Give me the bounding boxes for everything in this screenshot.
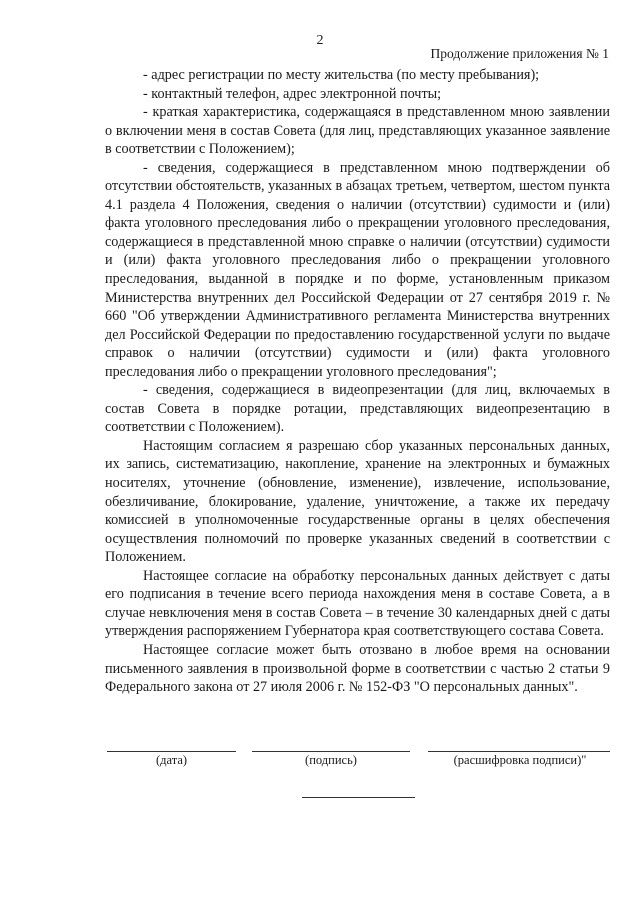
bottom-line (302, 797, 415, 798)
paragraph-criminal-record-info: - сведения, содержащиеся в представленном мною подтверждении об отсутствии обстоятельств, указанных в абзацах третьем, четвертом, шестом пункта 4.1 раздела 4 Положения, сведения о наличии (отсутствии) судимости и (или) факта уголовного преследования либо о прекращении уголовного преследования, содержащиеся в представленной мною справке о наличии (отсутствии) судимости и (или) факта уголовного преследования либо о прекращении уголовного преследования, выданной в порядке и по форме, установленным приказом Министерства внутренних дел Российской Федерации от 27 сентября 2019 г. № 660 "Об утверждении Административного регламента Министерства внутренних дел Российской Федерации по предоставлению государственной услуги по выдаче справок о наличии (отсутствии) судимости и (или) факта уголовного преследования либо о прекращении уголовного преследования"; (105, 159, 610, 380)
paragraph-registration-address: - адрес регистрации по месту жительства (по месту пребывания); (143, 67, 540, 83)
paragraph-consent-revocation: Настоящее согласие может быть отозвано в любое время на основании письменного заявления в произвольной форме в соответствии с частью 2 статьи 9 Федерального закона от 27 июля 2006 г. № 152-ФЗ "О персональных данных". (105, 641, 610, 696)
appendix-note: Продолжение приложения № 1 (430, 46, 609, 61)
paragraph-consent-duration: Настоящее согласие на обработку персональных данных действует с даты его подписания в течение всего периода нахождения меня в составе Совета, а в случае невключения меня в состав Совета – в течение 30 календарных дней с даты утверждения распоряжением Губернатора края соответствующего состава Совета. (105, 567, 610, 640)
signature-line (252, 751, 410, 752)
paragraph-contact-phone: - контактный телефон, адрес электронной почты; (143, 85, 442, 102)
date-label: (дата) (155, 753, 188, 767)
decryption-line (428, 751, 610, 752)
page-number: 2 (316, 33, 324, 48)
date-line (107, 751, 236, 752)
paragraph-consent-scope: Настоящим согласием я разрешаю сбор указанных персональных данных, их запись, систематизацию, накопление, хранение на электронных и бумажных носителях, уточнение (обновление, изменение), извлечение, использование, обезличивание, блокирование, удаление, уничтожение, а также их передачу комиссией в уполномоченные государственные органы в целях обеспечения осуществления полномочий по проверке указанных сведений в соответствии с Положением. (105, 437, 610, 566)
paragraph-brief-characteristic: - краткая характеристика, содержащаяся в представленном мною заявлении о включении меня в состав Совета (для лиц, представляющих указанное заявление в соответствии с Положением); (105, 104, 610, 158)
signature-label: (подпись) (305, 753, 357, 767)
body-text (105, 66, 610, 697)
decryption-label: (расшифровка подписи)" (453, 753, 587, 767)
paragraph-video-presentation: - сведения, содержащиеся в видеопрезентации (для лиц, включаемых в состав Совета в порядке ротации, представляющих видеопрезентацию в соответствии с Положением). (105, 382, 610, 436)
